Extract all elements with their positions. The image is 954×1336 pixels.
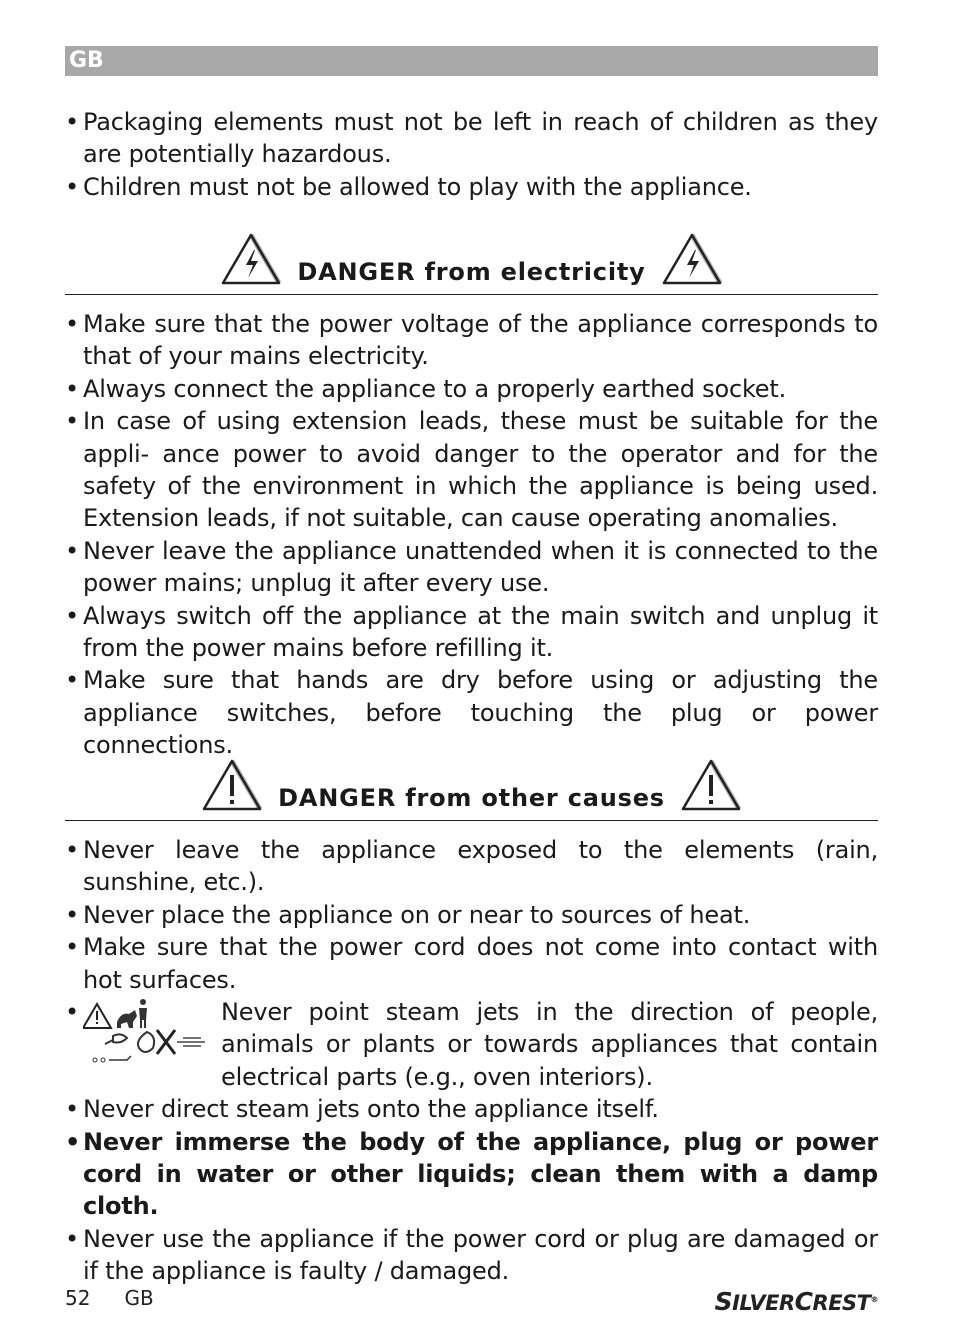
list-item: • Never leave the appliance exposed to the elements (rain, sunshine, etc.). bbox=[65, 834, 878, 899]
list-item: • Never use the appliance if the power cord or plug are damaged or if the appliance is faulty / damaged. bbox=[65, 1223, 878, 1288]
steam-jet-warning-icon bbox=[83, 996, 207, 1068]
list-item: • Children must not be allowed to play with the appliance. bbox=[65, 171, 878, 203]
brand-logo: SILVERCREST® bbox=[714, 1287, 878, 1316]
list-item: • Never direct steam jets onto the appliance itself. bbox=[65, 1093, 878, 1125]
page-number: 52 bbox=[65, 1286, 91, 1310]
footer-language: GB bbox=[124, 1286, 154, 1310]
other-causes-section bbox=[65, 834, 878, 1288]
list-item-bold: • Never immerse the body of the appliance, plug or power cord in water or other liquids; clean them with a damp cloth. bbox=[65, 1126, 878, 1223]
list-item: • Make sure that hands are dry before using or adjusting the appliance switches, before touching the plug or power connections. bbox=[65, 664, 878, 761]
other-causes-heading bbox=[65, 758, 878, 821]
intro-section bbox=[65, 106, 878, 203]
list-item bbox=[65, 996, 878, 1093]
warning-icon bbox=[201, 758, 263, 812]
steam-warning-pictogram bbox=[83, 996, 221, 1093]
list-item: • Never leave the appliance unattended when it is connected to the power mains; unplug it after every use. bbox=[65, 535, 878, 600]
steam-warning-text: • Never point steam jets in the direction of people, animals or plants or towards appliances that contain electrical parts (e.g., oven interiors). bbox=[221, 998, 878, 1091]
list-item: • Never place the appliance on or near to sources of heat. bbox=[65, 899, 878, 931]
list-item: • Always connect the appliance to a properly earthed socket. bbox=[65, 373, 878, 405]
list-item: • Make sure that the power voltage of the appliance corresponds to that of your mains electricity. bbox=[65, 308, 878, 373]
footer bbox=[65, 1286, 188, 1310]
section-title: DANGER from electricity bbox=[297, 258, 646, 286]
steam-warning-row bbox=[83, 996, 878, 1093]
language-label: GB bbox=[69, 48, 104, 73]
warning-icon bbox=[680, 758, 742, 812]
list-item: • Packaging elements must not be left in reach of children as they are potentially hazardous. bbox=[65, 106, 878, 171]
list-item: • Always switch off the appliance at the main switch and unplug it from the power mains before refilling it. bbox=[65, 600, 878, 665]
electricity-section bbox=[65, 308, 878, 762]
electricity-heading bbox=[65, 232, 878, 295]
language-bar bbox=[65, 46, 878, 76]
electric-hazard-icon bbox=[661, 232, 723, 286]
list-item: • In case of using extension leads, these must be suitable for the appli- ance power to avoid danger to the operator and for the safety of the environment in which the appliance is being used. Extension leads, if not suitable, can cause operating anomalies. bbox=[65, 405, 878, 535]
section-title: DANGER from other causes bbox=[278, 784, 665, 812]
electric-hazard-icon bbox=[220, 232, 282, 286]
list-item: • Make sure that the power cord does not come into contact with hot surfaces. bbox=[65, 931, 878, 996]
